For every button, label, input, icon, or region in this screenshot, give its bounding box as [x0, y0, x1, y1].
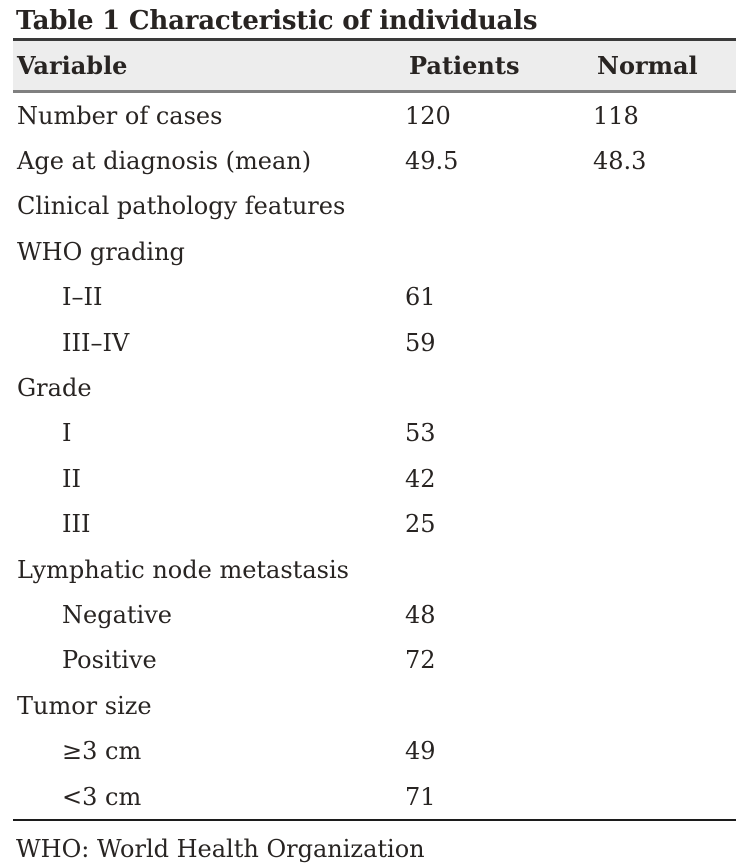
- row-patients-value: 72: [405, 646, 436, 675]
- row-patients-value: 49: [405, 737, 436, 766]
- row-label: Grade: [17, 374, 92, 403]
- row-patients-value: 25: [405, 510, 436, 539]
- table-title: Table 1 Characteristic of individuals: [16, 6, 538, 36]
- table-row: [13, 275, 736, 320]
- row-label: III: [62, 510, 91, 539]
- table-row: [13, 592, 736, 637]
- table-body: [13, 93, 736, 819]
- table-row: [13, 502, 736, 547]
- table-row: [13, 184, 736, 229]
- row-label: I–II: [62, 283, 103, 312]
- row-label: <3 cm: [62, 782, 142, 811]
- table-row: [13, 229, 736, 274]
- row-label: I: [62, 419, 72, 448]
- row-label: Number of cases: [17, 101, 223, 130]
- row-label: III–IV: [62, 328, 130, 357]
- column-header-patients: Patients: [409, 51, 520, 80]
- row-normal-value: 118: [593, 101, 639, 130]
- row-patients-value: 120: [405, 101, 451, 130]
- row-label: Negative: [62, 600, 172, 629]
- table-header-row: [13, 41, 736, 90]
- row-label: WHO grading: [17, 237, 185, 266]
- table-row: [13, 320, 736, 365]
- row-patients-value: 49.5: [405, 147, 459, 176]
- row-patients-value: 71: [405, 782, 436, 811]
- column-header-variable: Variable: [17, 51, 128, 80]
- table-row: [13, 547, 736, 592]
- table-row: [13, 138, 736, 183]
- row-patients-value: 42: [405, 464, 436, 493]
- row-patients-value: 59: [405, 328, 436, 357]
- table-row: [13, 365, 736, 410]
- row-label: ≥3 cm: [62, 737, 142, 766]
- row-patients-value: 53: [405, 419, 436, 448]
- row-normal-value: 48.3: [593, 147, 647, 176]
- table-row: [13, 456, 736, 501]
- row-label: Tumor size: [17, 691, 152, 720]
- row-patients-value: 48: [405, 600, 436, 629]
- row-label: Clinical pathology features: [17, 192, 346, 221]
- column-header-normal: Normal: [597, 51, 698, 80]
- table-row: [13, 774, 736, 819]
- table-row: [13, 638, 736, 683]
- row-patients-value: 61: [405, 283, 436, 312]
- row-label: Positive: [62, 646, 157, 675]
- row-label: Lymphatic node metastasis: [17, 555, 349, 584]
- table-row: [13, 728, 736, 773]
- table-footnote: WHO: World Health Organization: [16, 835, 425, 864]
- table-row: [13, 93, 736, 138]
- table-row: [13, 683, 736, 728]
- table-row: [13, 411, 736, 456]
- row-label: Age at diagnosis (mean): [17, 147, 312, 176]
- row-label: II: [62, 464, 81, 493]
